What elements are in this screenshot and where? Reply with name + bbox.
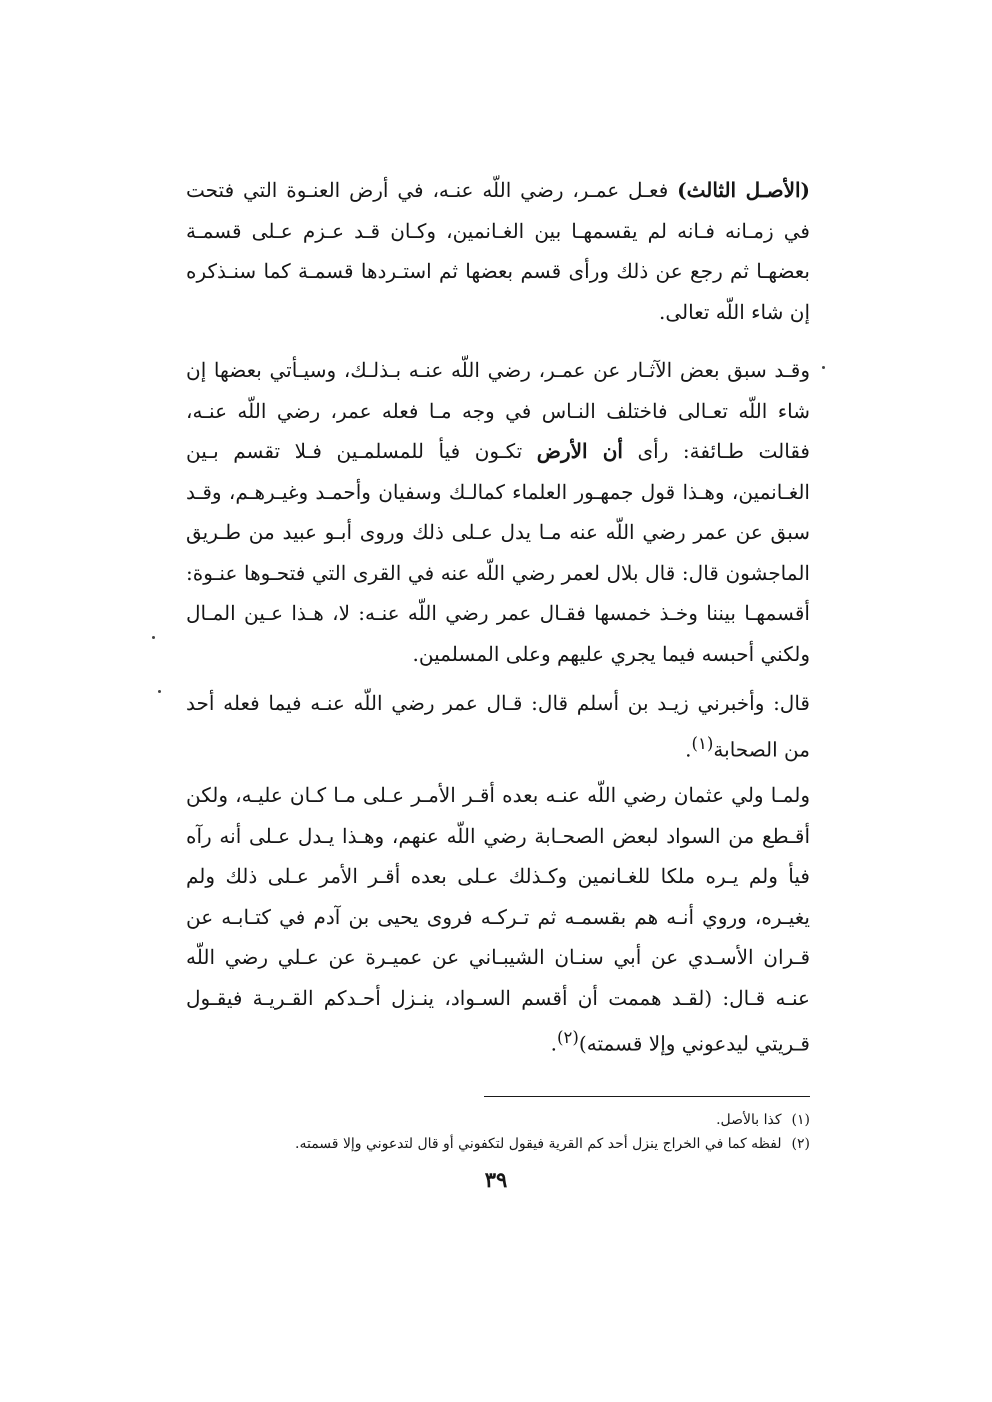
paragraph-2 (186, 350, 810, 674)
paragraph-2-text-b: تكـون فيأ للمسلمـين فـلا تقسم بـين الغـانمين، وهـذا قول جمهـور العلماء كمالـك وسفيان وأحمـد وغيـرهـم، وقـد سبق عن عمر رضي اللّه عنه مـا يدل عـلى ذلك وروى أبـو عبيد من طـريق الماجشون قال: قال بلال لعمر رضي اللّه عنه في القرى التي فتحـوها عنـوة: أقسمهـا بيننا وخـذ خمسها فقـال عمر رضي اللّه عنـه: لا، هـذا عـين المـال ولكني أحبسه فيما يجري عليهم وعلى المسلمين. (186, 439, 810, 666)
footnotes (186, 1108, 810, 1156)
footnote-number: (٢) (791, 1136, 810, 1152)
footnote-item (186, 1108, 810, 1132)
scan-speck (152, 636, 155, 639)
section-heading: (الأصـل الثالث) (677, 178, 810, 202)
scan-speck (158, 690, 161, 693)
paragraph-4-text: ولمـا ولي عثمان رضي اللّه عنـه بعده أقـر الأمـر عـلى مـا كـان عليـه، ولكن أقـطع من السواد لبعض الصحـابة رضي اللّه عنهم، وهـذا يـدل عـلى أنه رآه فيأ ولم يـره ملكا للغـانمين وكـذلك عـلى بعده أقـر الأمر عـلى ذلك ولم يغيـره، وروي أنـه هم بقسمـه ثم تـركـه فروى يحيى بن آدم في كتـابـه عن قـران الأسـدي عن أبي سنـان الشيبـاني عن عميـرة عن عـلي رضي اللّه عنـه قـال: (لقـد هممت أن أقسم السـواد، ينـزل أحـدكم القـريـة فيقـول قـريتي ليدعوني وإلا قسمته) (186, 783, 811, 1056)
paragraph-1-text: فعـل عمـر، رضي اللّه عنـه، في أرض العنـوة التي فتحت في زمـانه فـانه لم يقسمهـا بين الغـانمين، وكـان قـد عـزم عـلى قسمـة بعضهـا ثم رجع عن ذلك ورأى قسم بعضها ثم استـردها قسمـة كما سنـذكره إن شاء اللّه تعالى. (186, 178, 810, 324)
paragraph-2-text-a: وقـد سبق بعض الآثـار عن عمـر، رضي اللّه عنـه بـذلـك، وسيـأتي بعضها إن شاء اللّه تعـالى فاختلف النـاس في وجه مـا فعله عمر، رضي اللّه عنـه، فقالت طـائفة: رأى (186, 358, 810, 463)
paragraph-1 (186, 170, 810, 332)
paragraph-4 (186, 775, 810, 1064)
footnote-text: لفظه كما في الخراج ينزل أحد كم القرية فيقول لتكفوني أو قال لتدعوني وإلا قسمته. (295, 1136, 782, 1152)
footnote-text: كذا بالأصل. (716, 1112, 782, 1128)
footnote-ref-2: (٢) (556, 1028, 579, 1047)
footnote-number: (١) (791, 1112, 810, 1128)
paragraph-3 (186, 683, 810, 770)
footnote-item (186, 1132, 810, 1156)
paragraph-2-emphasis: أن الأرض (536, 439, 623, 463)
footnote-ref-1: (١) (691, 733, 714, 753)
page-number: ٣٩ (484, 1167, 508, 1192)
paragraph-3-text: قال: وأخبرني زيـد بن أسلم قال: قـال عمر رضي اللّه عنـه فيما فعله أحد من الصحابة (186, 691, 810, 762)
scan-speck (822, 366, 825, 369)
paragraph-4-end: . (550, 1031, 557, 1056)
footnote-divider (484, 1096, 810, 1097)
paragraph-3-end: . (685, 737, 692, 762)
